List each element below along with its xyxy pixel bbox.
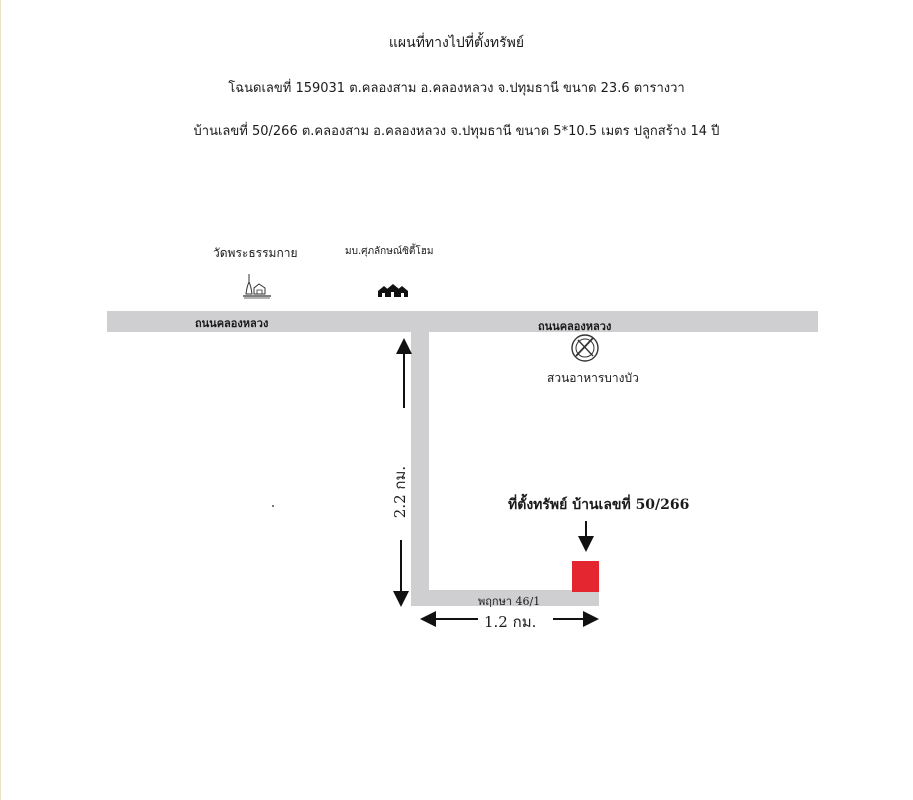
temple-label: วัดพระธรรมกาย xyxy=(213,246,298,260)
property-location-label: ที่ตั้งทรัพย์ บ้านเลขที่ 50/266 xyxy=(508,497,690,513)
map-title: แผนที่ทางไปที่ตั้งทรัพย์ xyxy=(388,35,525,51)
property-marker xyxy=(572,561,599,592)
village-label: มบ.ศุภลักษณ์ซิตี้โฮม xyxy=(345,246,434,257)
distance-vertical-label: 2.2 กม. xyxy=(391,465,409,519)
main-road-label-left: ถนนคลองหลวง xyxy=(195,317,269,330)
restaurant-label: สวนอาหารบางบัว xyxy=(547,371,639,385)
main-road-label-right: ถนนคลองหลวง xyxy=(538,320,612,333)
house-info: บ้านเลขที่ 50/266 ต.คลองสาม อ.คลองหลวง จ.ปทุมธานี ขนาด 5*10.5 เมตร ปลูกสร้าง 14 ปี xyxy=(193,124,720,139)
soi-label: พฤกษา 46/1 xyxy=(478,595,541,608)
deed-info: โฉนดเลขที่ 159031 ต.คลองสาม อ.คลองหลวง จ.ปทุมธานี ขนาด 23.6 ตารางวา xyxy=(228,81,685,96)
stray-dot xyxy=(272,505,274,507)
distance-horizontal-label: 1.2 กม. xyxy=(484,613,537,631)
